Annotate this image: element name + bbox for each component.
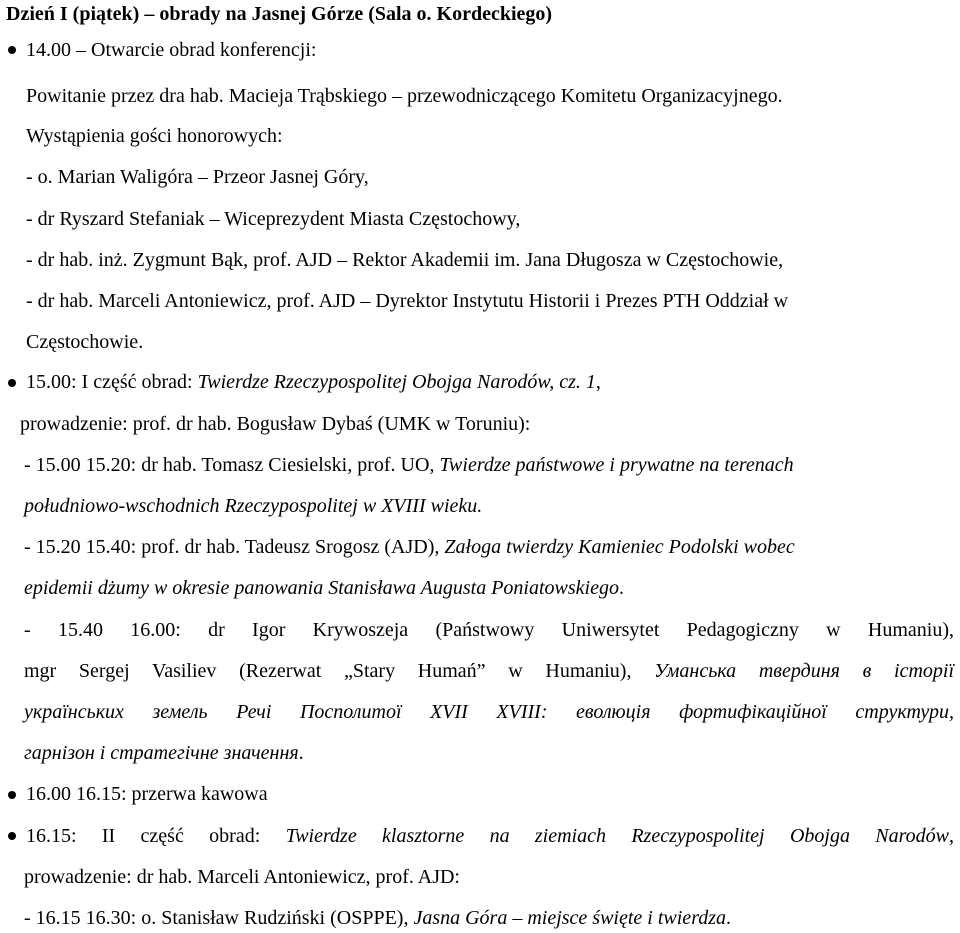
coffee-break: 16.00 16.15: przerwa kawowa xyxy=(26,783,268,805)
talk-line: - 15.00 15.20: dr hab. Tomasz Ciesielski, prof. UO, Twierdze państwowe i prywatne na terenach xyxy=(24,454,794,476)
welcome-line: Powitanie przez dra hab. Macieja Trąbskiego – przewodniczącego Komitetu Organizacyjnego. xyxy=(26,85,783,107)
guest-line: - dr Ryszard Stefaniak – Wiceprezydent Miasta Częstochowy, xyxy=(26,208,521,230)
talk-line: - 15.20 15.40: prof. dr hab. Tadeusz Srogosz (AJD), Załoga twierdzy Kamieniec Podolski wobec xyxy=(24,536,795,558)
session-4-chair: prowadzenie: dr hab. Marceli Antoniewicz, prof. AJD: xyxy=(24,866,460,888)
talk-line: mgr Sergej Vasiliev (Rezerwat „Stary Humań” w Humaniu), Уманська твердиня в історії xyxy=(24,660,954,682)
session-1-time: 14.00 – Otwarcie obrad konferencji: xyxy=(26,39,317,61)
talk-line: - 15.40 16.00: dr Igor Krywoszeja (Państwowy Uniwersytet Pedagogiczny w Humaniu), xyxy=(24,619,954,641)
bullet-icon xyxy=(8,379,16,387)
bullet-icon xyxy=(8,46,16,54)
page-heading: Dzień I (piątek) – obrady na Jasnej Górze (Sala o. Kordeckiego) xyxy=(6,3,553,25)
session-4-heading: 16.15: II część obrad: Twierdze klasztorne na ziemiach Rzeczypospolitej Obojga Narodów, xyxy=(26,825,954,847)
talk-line: гарнізон і стратегічне значення. xyxy=(24,742,304,764)
talk-line: - 16.15 16.30: o. Stanisław Rudziński (OSPPE), Jasna Góra – miejsce święte i twierdza. xyxy=(24,907,732,929)
session-2-heading: 15.00: I część obrad: Twierdze Rzeczypospolitej Obojga Narodów, cz. 1, xyxy=(26,371,601,393)
guests-intro: Wystąpienia gości honorowych: xyxy=(26,125,283,147)
guest-line: - dr hab. Marceli Antoniewicz, prof. AJD – Dyrektor Instytutu Historii i Prezes PTH Oddział w xyxy=(26,290,789,312)
talk-line: українських земель Речі Посполитої XVII XVIII: еволюція фортифікаційної структури, xyxy=(24,701,954,723)
bullet-icon xyxy=(8,832,16,840)
talk-line: południowo-wschodnich Rzeczypospolitej w XVIII wieku. xyxy=(24,495,483,517)
session-2-chair: prowadzenie: prof. dr hab. Bogusław Dybaś (UMK w Toruniu): xyxy=(20,413,531,435)
guest-line-continued: Częstochowie. xyxy=(26,331,144,353)
bullet-icon xyxy=(8,791,16,799)
guest-line: - dr hab. inż. Zygmunt Bąk, prof. AJD – Rektor Akademii im. Jana Długosza w Częstochowie, xyxy=(26,249,784,271)
talk-line: epidemii dżumy w okresie panowania Stanisława Augusta Poniatowskiego. xyxy=(24,577,624,599)
guest-line: - o. Marian Waligóra – Przeor Jasnej Góry, xyxy=(26,166,369,188)
